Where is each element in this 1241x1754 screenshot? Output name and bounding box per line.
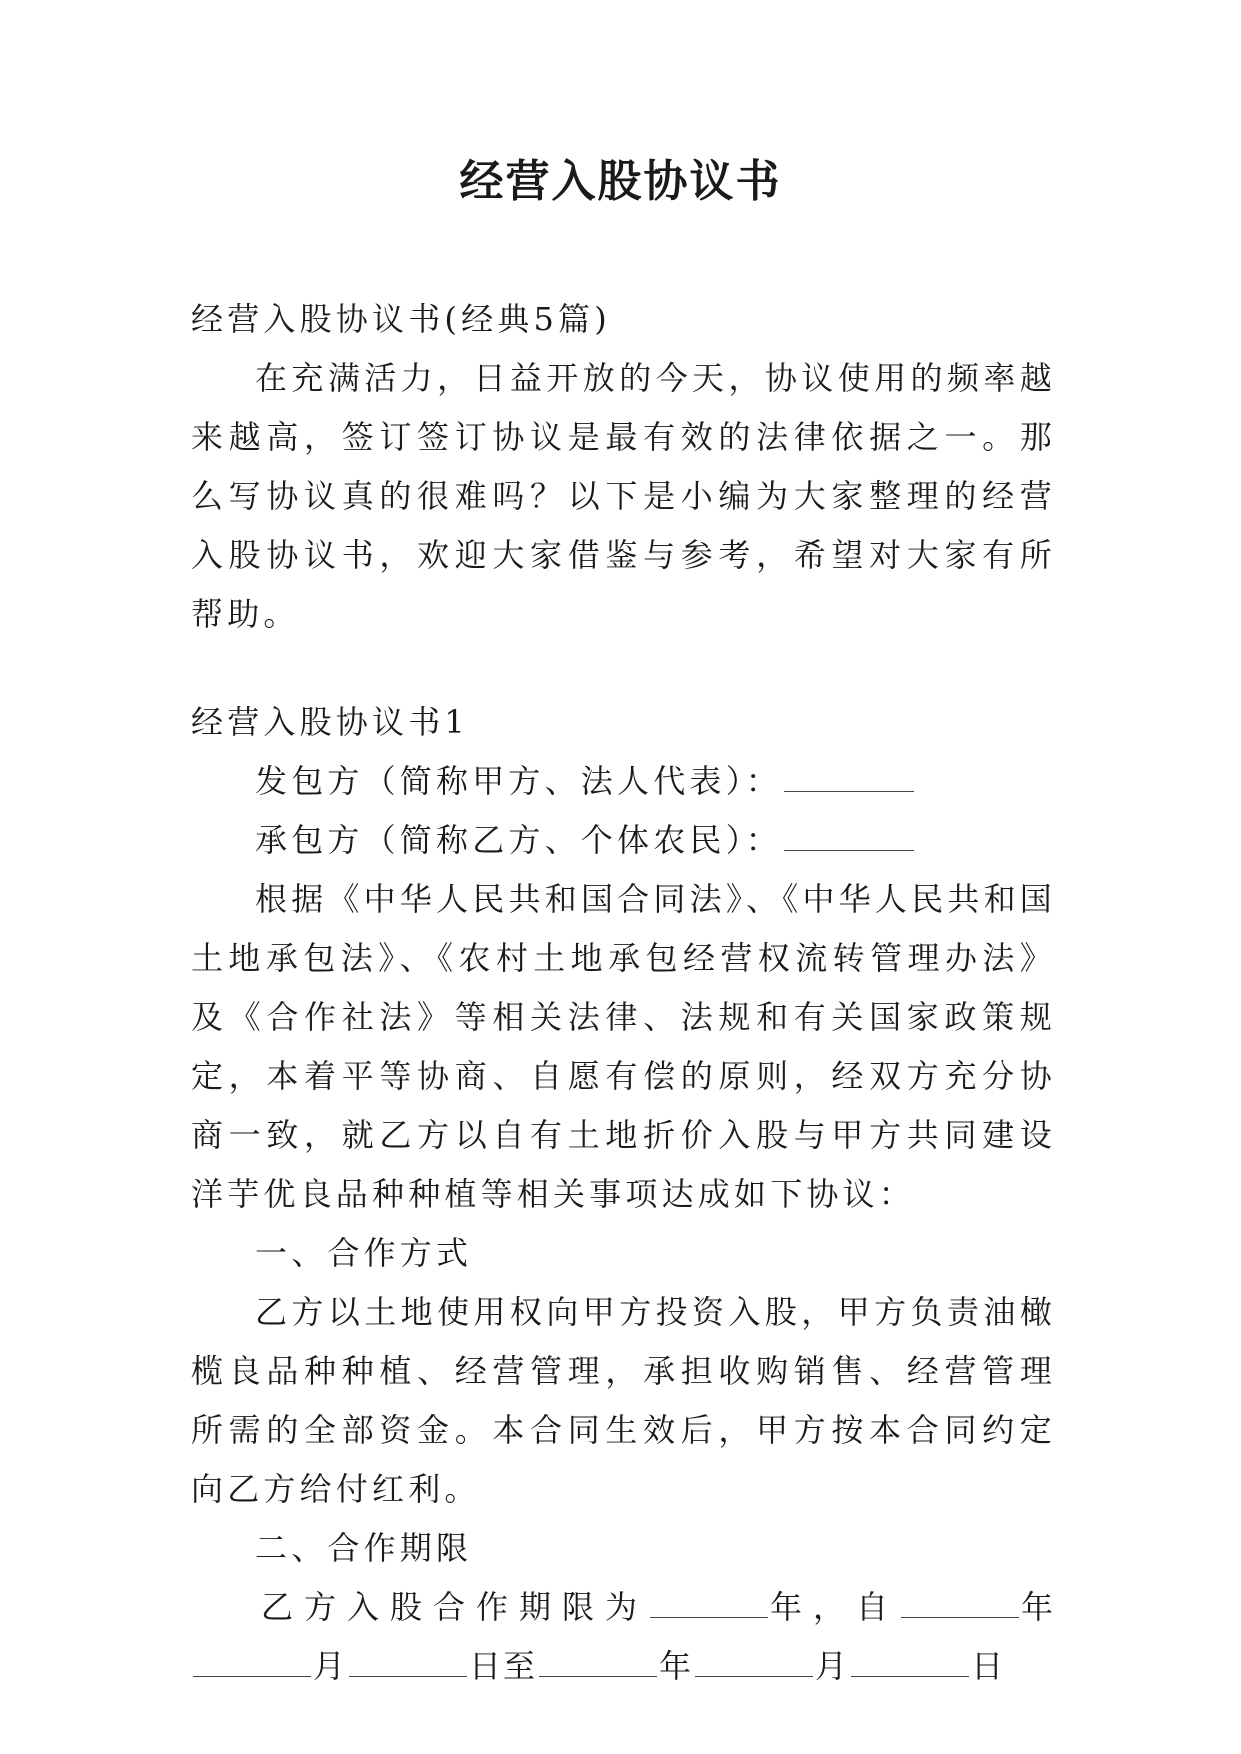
end-day-blank bbox=[851, 1646, 969, 1677]
end-month-blank bbox=[695, 1646, 813, 1677]
end-day-label: 日 bbox=[971, 1647, 1006, 1685]
party-b-label: 承包方（简称乙方、个体农民）： bbox=[255, 821, 783, 859]
party-b-blank bbox=[784, 820, 914, 851]
start-day-blank bbox=[349, 1646, 467, 1677]
start-year-blank bbox=[901, 1587, 1019, 1618]
end-year-blank bbox=[539, 1646, 657, 1677]
document-body bbox=[191, 290, 1065, 1696]
paragraph-gap bbox=[191, 644, 1056, 693]
term-line-2 bbox=[191, 1637, 1056, 1696]
party-b-line bbox=[191, 811, 1056, 870]
start-year-label: 年 bbox=[1021, 1588, 1065, 1626]
section-heading: 经营入股协议书1 bbox=[191, 703, 469, 741]
term-years-blank bbox=[650, 1587, 768, 1618]
party-a-blank bbox=[784, 761, 914, 792]
end-year-label: 年 bbox=[659, 1647, 694, 1685]
clause1-paragraph: 乙方以土地使用权向甲方投资入股，甲方负责油橄榄良品种种植、经营管理，承担收购销售、经营管理所需的全部资金。本合同生效后，甲方按本合同约定向乙方给付红利。 bbox=[191, 1293, 1056, 1508]
clause2-heading: 二、合作期限 bbox=[255, 1529, 473, 1567]
document-subtitle: 经营入股协议书(经典5篇) bbox=[191, 300, 611, 338]
start-day-to-label: 日至 bbox=[469, 1647, 538, 1685]
start-month-blank bbox=[193, 1646, 311, 1677]
term-line-1 bbox=[191, 1578, 1065, 1637]
intro-paragraph: 在充满活力，日益开放的今天，协议使用的频率越来越高，签订签订协议是最有效的法律依据之一。那么写协议真的很难吗？以下是小编为大家整理的经营入股协议书，欢迎大家借鉴与参考，希望对大家有所帮助。 bbox=[191, 359, 1056, 633]
party-a-line bbox=[191, 752, 1056, 811]
term-year-word: 年，自 bbox=[770, 1588, 900, 1626]
end-month-label: 月 bbox=[815, 1647, 850, 1685]
basis-paragraph: 根据《中华人民共和国合同法》、《中华人民共和国土地承包法》、《农村土地承包经营权流转管理办法》及《合作社法》等相关法律、法规和有关国家政策规定，本着平等协商、自愿有偿的原则，经双方充分协商一致，就乙方以自有土地折价入股与甲方共同建设洋芋优良品种种植等相关事项达成如下协议： bbox=[191, 880, 1056, 1213]
term-prefix: 乙方入股合作期限为 bbox=[261, 1588, 649, 1626]
clause1-heading: 一、合作方式 bbox=[255, 1234, 473, 1272]
party-a-label: 发包方（简称甲方、法人代表）： bbox=[255, 762, 783, 800]
start-month-label: 月 bbox=[313, 1647, 348, 1685]
document-title: 经营入股协议书 bbox=[459, 156, 782, 207]
